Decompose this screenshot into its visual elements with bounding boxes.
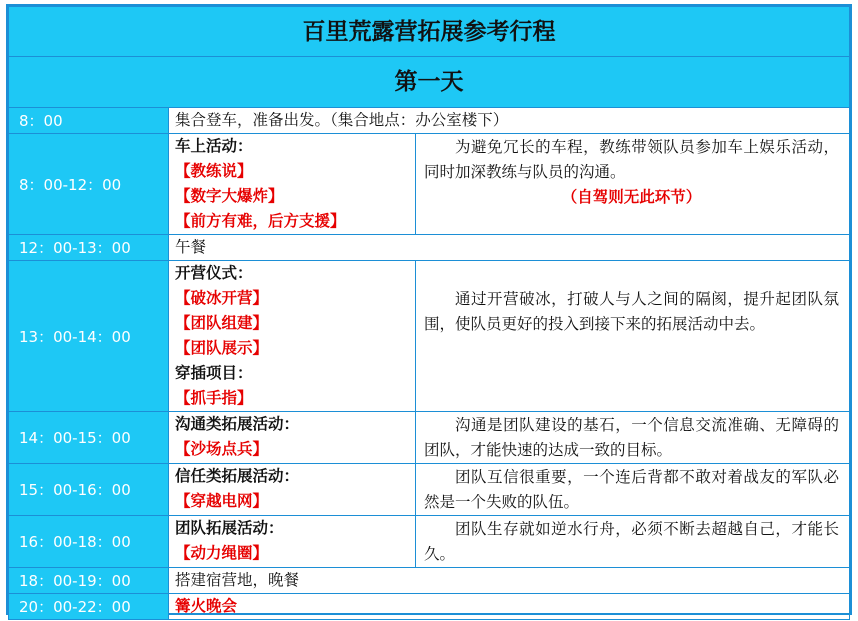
activity-cell	[169, 464, 416, 516]
activity-item: 【教练说】	[175, 162, 253, 180]
time-cell: 14：00-15：00	[9, 412, 169, 464]
table-row	[9, 134, 850, 235]
table-row	[9, 464, 850, 516]
activity-item: 【团队展示】	[175, 339, 269, 357]
description-cell	[416, 134, 850, 235]
activity-heading: 团队拓展活动：	[175, 519, 284, 537]
description-text: 沟通是团队建设的基石，一个信息交流准确、无障碍的团队，才能快速的达成一致的目标。	[424, 416, 839, 459]
activity-heading: 开营仪式：	[175, 264, 253, 282]
activity-cell	[169, 134, 416, 235]
activity-cell	[169, 261, 416, 412]
activity-item: 【沙场点兵】	[175, 440, 269, 458]
table-row	[9, 516, 850, 568]
time-cell: 13：00-14：00	[9, 261, 169, 412]
description-cell	[416, 464, 850, 516]
subtitle-cell	[9, 57, 850, 108]
activity-item: 【抓手指】	[175, 389, 253, 407]
description-text: 团队互信很重要，一个连后背都不敢对着战友的军队必然是一个失败的队伍。	[424, 468, 839, 511]
activity-heading: 穿插项目：	[175, 364, 253, 382]
page-title: 百里荒露营拓展参考行程	[302, 17, 556, 45]
activity-cell	[169, 412, 416, 464]
activity-item: 【团队组建】	[175, 314, 269, 332]
description-cell	[416, 516, 850, 568]
description-cell	[416, 412, 850, 464]
time-cell: 8：00	[9, 108, 169, 134]
activity-cell: 集合登车，准备出发。（集合地点：办公室楼下）	[169, 108, 850, 134]
table-row	[9, 568, 850, 594]
table-row	[9, 108, 850, 134]
activity-cell: 搭建宿营地，晚餐	[169, 568, 850, 594]
activity-item: 【破冰开营】	[175, 289, 269, 307]
itinerary-sheet	[6, 4, 852, 615]
day-subtitle: 第一天	[394, 68, 464, 95]
description-note: （自驾则无此环节）	[561, 188, 702, 206]
activity-cell	[169, 594, 850, 620]
activity-item: 篝火晚会	[175, 597, 238, 615]
activity-item: 【动力绳圈】	[175, 544, 269, 562]
table-row	[9, 235, 850, 261]
table-row	[9, 594, 850, 620]
activity-item: 【数字大爆炸】	[175, 187, 284, 205]
time-cell: 12：00-13：00	[9, 235, 169, 261]
description-cell	[416, 261, 850, 412]
description-text: 团队生存就如逆水行舟，必须不断去超越自己，才能长久。	[424, 520, 839, 563]
activity-heading: 车上活动：	[175, 137, 253, 155]
time-cell: 15：00-16：00	[9, 464, 169, 516]
activity-cell: 午餐	[169, 235, 850, 261]
activity-heading: 沟通类拓展活动：	[175, 415, 300, 433]
table-row	[9, 412, 850, 464]
description-text: 通过开营破冰，打破人与人之间的隔阂，提升起团队氛围，使队员更好的投入到接下来的拓展活动中去。	[424, 290, 839, 333]
time-cell: 20：00-22：00	[9, 594, 169, 620]
activity-heading: 信任类拓展活动：	[175, 467, 300, 485]
activity-cell	[169, 516, 416, 568]
title-cell	[9, 7, 850, 57]
time-cell: 16：00-18：00	[9, 516, 169, 568]
table-row	[9, 261, 850, 412]
description-text: 为避免冗长的车程，教练带领队员参加车上娱乐活动，同时加深教练与队员的沟通。	[424, 138, 839, 181]
time-cell: 18：00-19：00	[9, 568, 169, 594]
time-cell: 8：00-12：00	[9, 134, 169, 235]
activity-item: 【穿越电网】	[175, 492, 269, 510]
itinerary-table	[8, 6, 850, 620]
activity-item: 【前方有难，后方支援】	[175, 212, 346, 230]
